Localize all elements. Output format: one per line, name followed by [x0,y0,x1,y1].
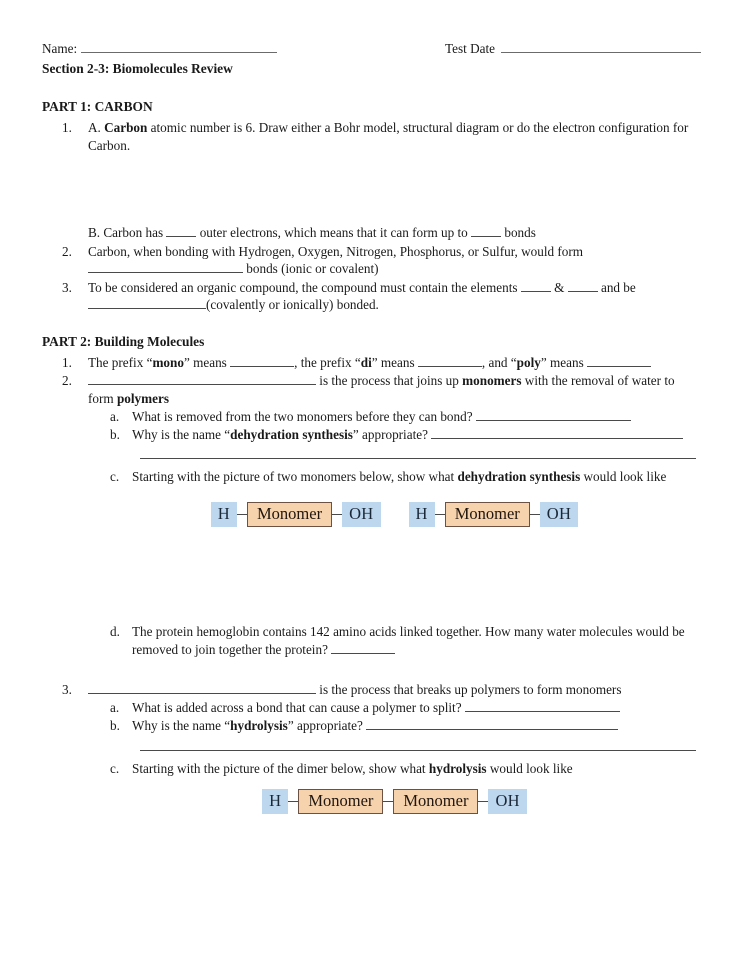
part1-item-1 [42,119,701,242]
p2q2b-t1: Why is the name “ [132,427,231,443]
p2q1-t6: ” means [540,354,587,370]
p2q1-t4: ” means [371,354,418,370]
q2-text-post: bonds (ionic or covalent) [243,261,379,277]
p2q2a-text: What is removed from the two monomers before they can bond? [132,408,476,424]
part2-item-1 [42,354,701,372]
list-marker: 1. [62,120,72,136]
q3-blank-1[interactable] [521,280,551,292]
bond-line [237,514,247,515]
p2q1-blank-1[interactable] [230,355,294,367]
monomer-pair-diagram [88,502,701,527]
p2q2b-blank[interactable] [431,427,683,439]
q2-blank[interactable] [88,261,243,273]
p2q2-sub-b [88,426,701,459]
part-2-heading: PART 2: Building Molecules [42,334,205,350]
p2q2-sub-a [88,408,701,426]
p2q3-sub-c [88,760,701,778]
test-date-blank-line[interactable] [501,41,701,53]
q3-blank-3[interactable] [88,297,206,309]
p2q2d-text: The protein hemoglobin contains 142 amino acids linked together. How many water molecules would be removed to join together the protein? [132,623,685,657]
part2-q3-sublist [88,699,701,778]
hydroxyl-box: OH [540,502,578,526]
q1-text-a: A. [88,120,105,136]
part2-item-2 [42,372,701,658]
list-marker: a. [110,699,120,715]
name-label: Name: [42,41,78,56]
list-marker: d. [110,623,120,639]
p2q2-sub-d [88,623,701,658]
dimer-chain [262,789,527,814]
monomer-box-1: Monomer [298,789,383,814]
p2q3-sub-a [88,699,701,717]
part2-item-3 [42,681,701,814]
p2q2b-continuation-line[interactable] [140,458,696,459]
p2q3a-blank[interactable] [465,699,620,711]
bond-line [332,514,342,515]
diagram-top-spacer [88,486,701,502]
q3-text-post: (covalently or ionically) bonded. [206,297,379,313]
q1b-pre: B. Carbon has [88,225,167,241]
p2q3b-bold: hydrolysis [230,718,288,734]
p2q3c-t2: would look like [486,760,573,776]
part-1-list [42,119,701,314]
p2q2-sub-c [88,468,701,486]
p2q1-t5: , and “ [481,354,517,370]
p2q1-bold-di: di [360,354,372,370]
list-marker: 2. [62,373,72,389]
list-marker: b. [110,427,120,443]
part-1-heading: PART 1: CARBON [42,99,153,115]
list-marker: c. [110,468,120,484]
p2q3-sub-b [88,717,701,751]
list-marker: 1. [62,354,72,370]
pre-q3-spacer [42,659,701,681]
p2q2-bold-polymers: polymers [116,390,169,406]
document-title: Section 2-3: Biomolecules Review [42,60,233,76]
q3-amp: & [550,279,568,295]
bond-line [530,514,540,515]
monomer-box-2: Monomer [393,789,478,814]
p2q2-t2: with the removal of water to form [88,373,675,406]
list-marker: 2. [62,243,72,259]
monomer-box: Monomer [247,502,332,527]
q1b-post: bonds [501,225,536,241]
list-marker: 3. [62,682,72,698]
p2q1-t2: ” means [183,354,231,370]
bond-line [288,801,298,802]
p2q3-t1: is the process that breaks up polymers to form monomers [316,682,622,698]
p2q1-bold-poly: poly [516,354,541,370]
p2q1-bold-mono: mono [152,354,184,370]
p2q1-t1: The prefix “ [88,354,153,370]
part2-q2-sublist-d [88,623,701,658]
student-work-space[interactable] [88,527,701,623]
test-date-field-group [445,40,701,58]
p2q2b-bold: dehydration synthesis [230,427,353,443]
header-row [42,40,701,58]
bond-line [383,801,393,802]
hydrogen-box: H [409,502,435,526]
p2q3b-t1: Why is the name “ [132,718,231,734]
monomer-unit-2 [409,502,579,527]
q3-second-line [88,296,701,314]
q1b-mid: outer electrons, which means that it can form up to [196,225,472,241]
part-spacer [42,315,701,333]
q1-bold-carbon: Carbon [104,120,148,136]
p2q3b-blank[interactable] [366,718,618,730]
p2q3-blank[interactable] [88,682,316,694]
p2q2-blank[interactable] [88,373,316,385]
hydroxyl-box: OH [488,789,526,813]
p2q1-t3: , the prefix “ [294,354,361,370]
monomer-unit-1 [211,502,381,527]
q3-text-pre: To be considered an organic compound, the compound must contain the elements [88,279,521,295]
list-marker: c. [110,760,120,776]
part1-item-2 [42,243,701,278]
bond-line [478,801,488,802]
name-blank-line[interactable] [81,41,277,53]
p2q2d-blank[interactable] [331,641,395,653]
q1-text-b: atomic number is 6. Draw either a Bohr model, structural diagram or do the electron configuration for Carbon. [88,120,689,153]
q2-text-pre: Carbon, when bonding with Hydrogen, Oxygen, Nitrogen, Phosphorus, or Sulfur, would form [88,243,584,259]
p2q2b-t2: ” appropriate? [352,427,432,443]
drawing-answer-space[interactable] [88,154,701,224]
list-marker: a. [110,408,120,424]
p2q2c-t2: would look like [580,468,667,484]
part-2-list [42,354,701,814]
q1b-blank-2[interactable] [471,225,501,237]
hydrogen-box: H [262,789,288,813]
p2q1-blank-3[interactable] [587,355,651,367]
q1-part-b-line [88,224,701,242]
p2q2a-blank[interactable] [476,408,631,420]
dimer-diagram [88,789,701,814]
name-field-group [42,40,277,58]
monomer-box: Monomer [445,502,530,527]
dimer-top-spacer [88,778,701,789]
q3-blank-2[interactable] [568,280,598,292]
q3-mid: and be [597,279,636,295]
p2q1-blank-2[interactable] [418,355,482,367]
p2q2-t1: is the process that joins up [316,373,463,389]
list-marker: b. [110,718,120,734]
q1b-blank-1[interactable] [166,225,196,237]
bond-line [435,514,445,515]
p2q2c-t1: Starting with the picture of two monomers below, show what [132,468,458,484]
part1-item-3 [42,279,701,314]
part2-q2-sublist [88,408,701,486]
p2q2c-bold: dehydration synthesis [457,468,581,484]
q2-second-line [88,260,701,278]
hydroxyl-box: OH [342,502,380,526]
list-marker: 3. [62,279,72,295]
p2q3b-continuation-line[interactable] [140,750,696,751]
p2q3a-text: What is added across a bond that can cause a polymer to split? [132,699,465,715]
p2q3c-bold: hydrolysis [428,760,487,776]
p2q3c-t1: Starting with the picture of the dimer below, show what [132,760,429,776]
p2q2-bold-monomers: monomers [462,373,522,389]
p2q3b-t2: ” appropriate? [287,718,367,734]
test-date-label: Test Date [445,41,495,56]
hydrogen-box: H [211,502,237,526]
